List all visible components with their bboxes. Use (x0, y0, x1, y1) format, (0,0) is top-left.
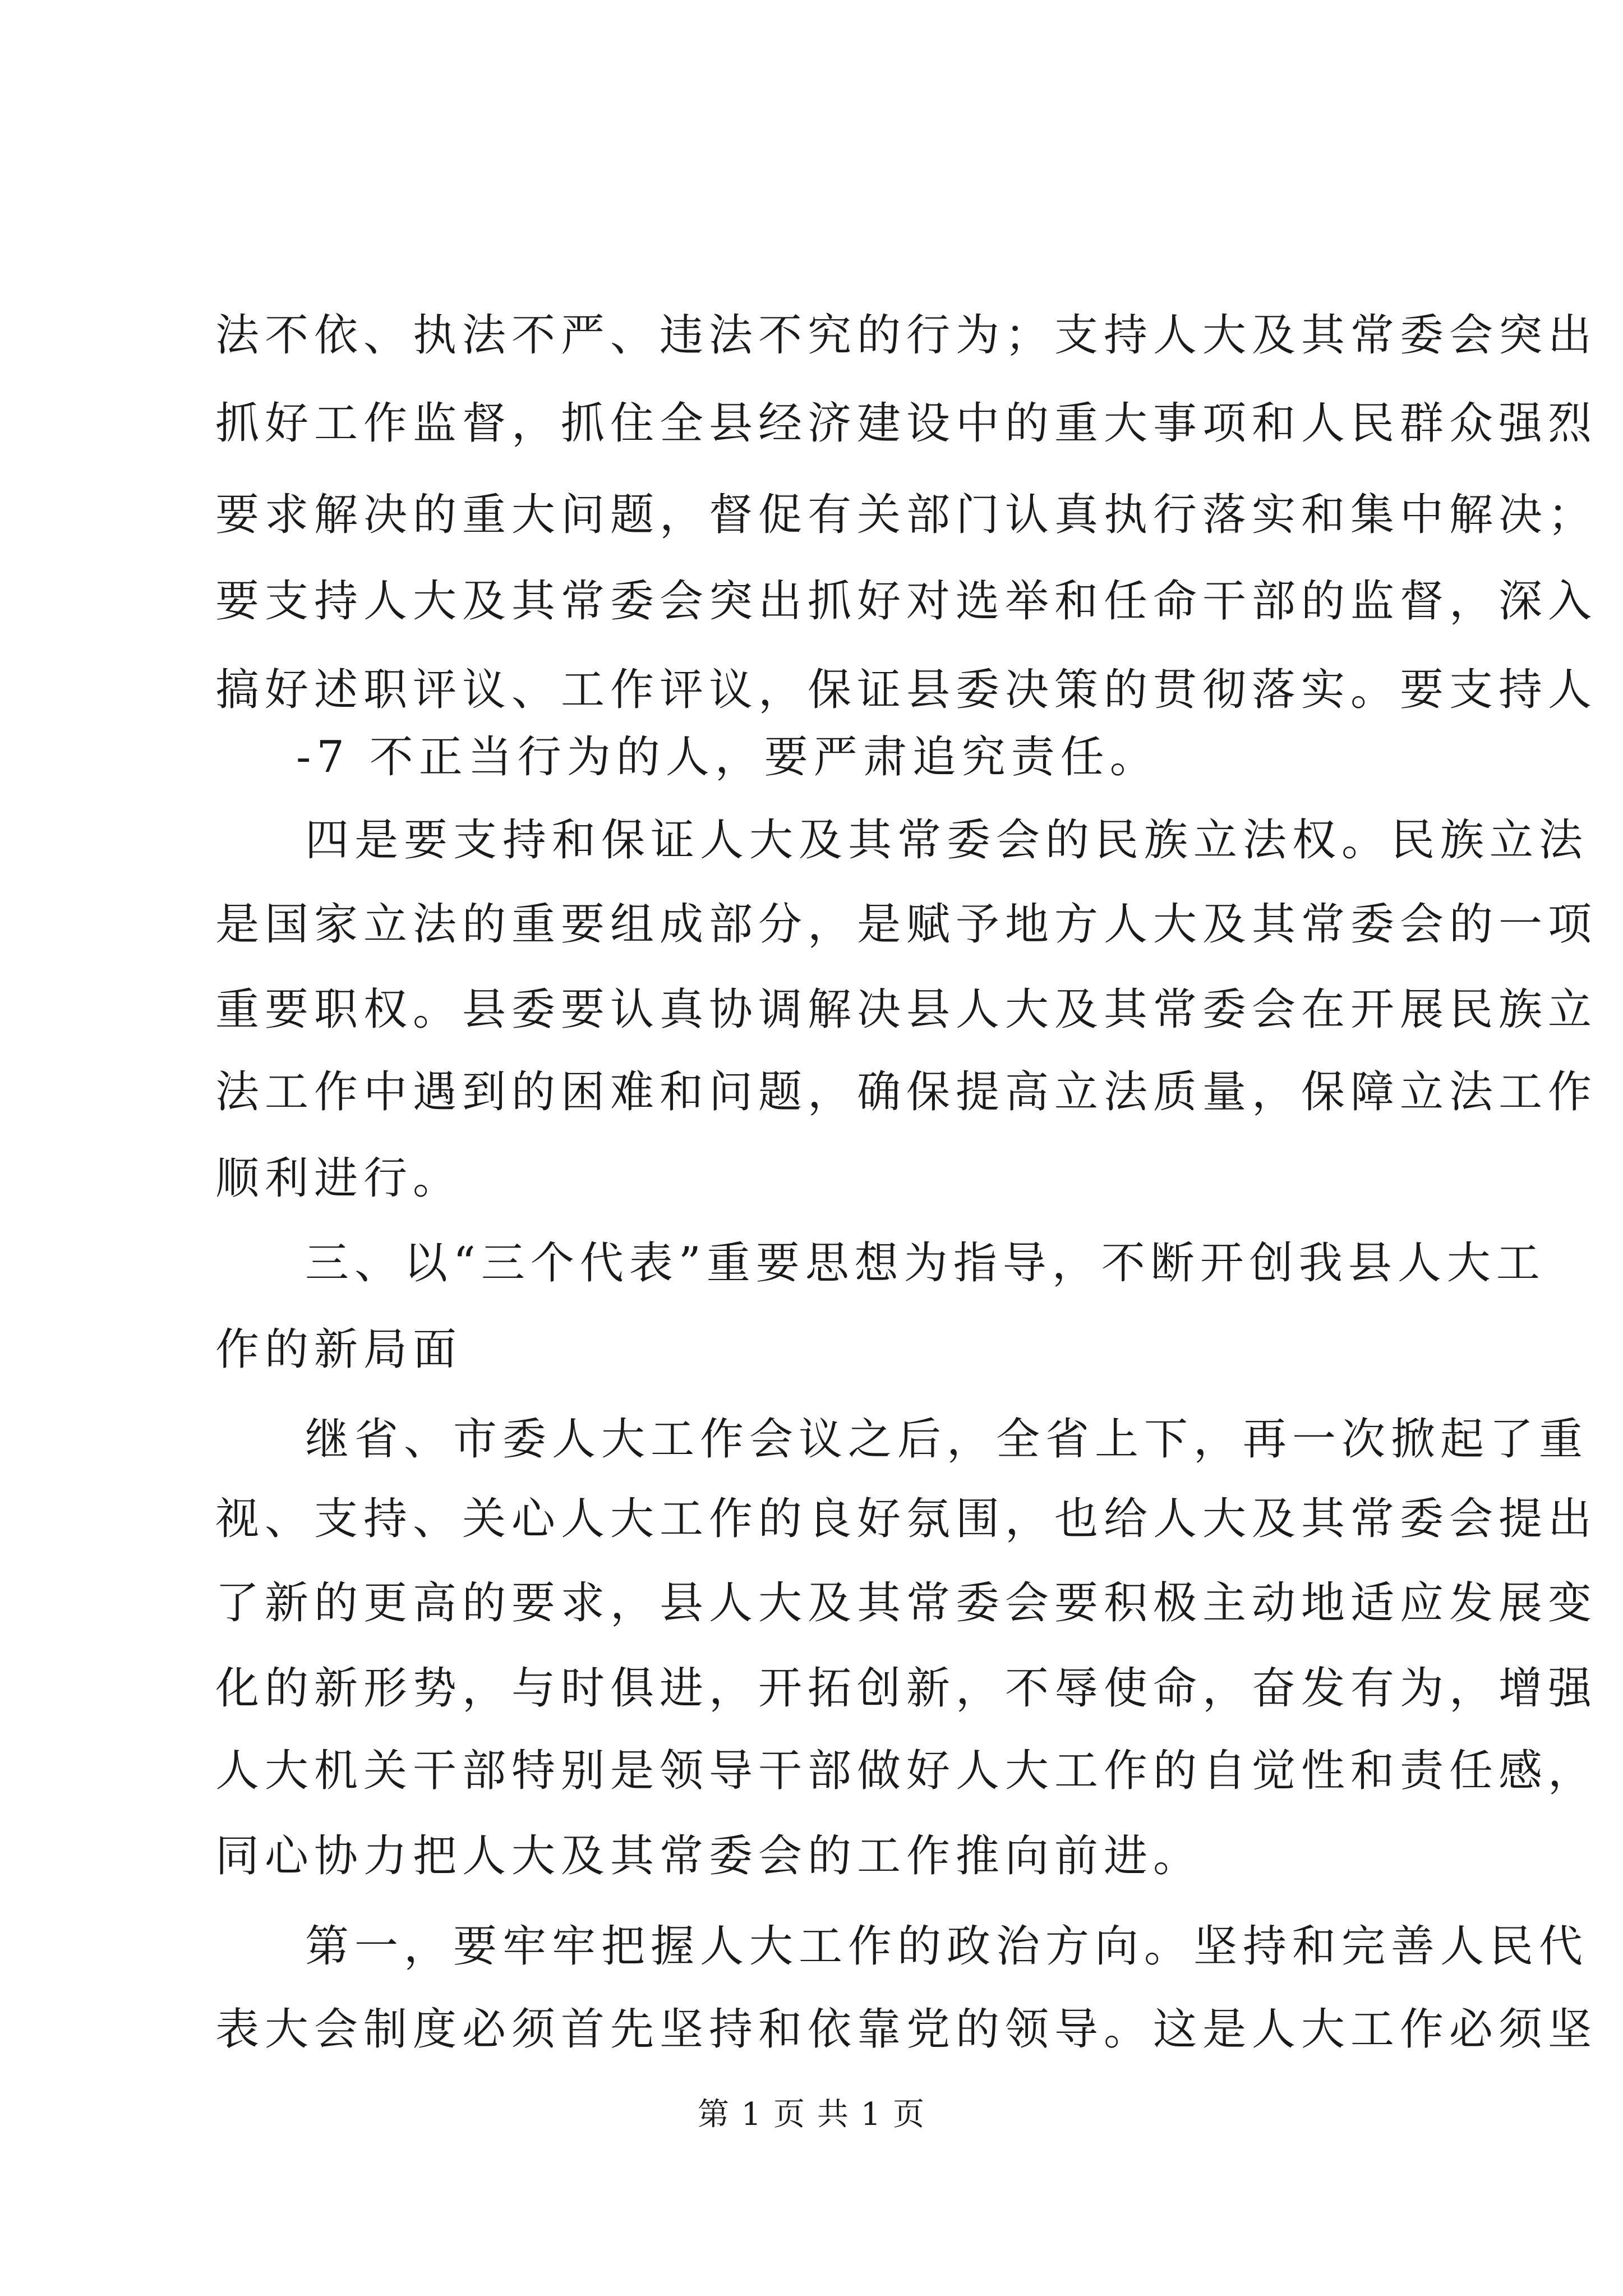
paragraph-start-line: 继省、市委人大工作会议之后，全省上下，再一次掀起了重 (305, 1414, 1589, 1465)
text-line-19: 同心协力把人大及其常委会的工作推向前进。 (215, 1831, 1203, 1881)
text-line-2: 抓好工作监督，抓住全县经济建设中的重大事项和人民群众强烈 (215, 398, 1598, 449)
text-line-9: 重要职权。县委要认真协调解决县人大及其常委会在开展民族立 (215, 984, 1598, 1035)
text-line-10: 法工作中遇到的困难和问题，确保提高立法质量，保障立法工作 (215, 1067, 1598, 1117)
text-line-8: 是国家立法的重要组成部分，是赋予地方人大及其常委会的一项 (215, 899, 1598, 950)
text-line-4: 要支持人大及其常委会突出抓好对选举和任命干部的监督，深入 (215, 576, 1598, 627)
text-line-6: -7 不正当行为的人，要严肃追究责任。 (296, 732, 1159, 783)
text-line-11: 顺利进行。 (215, 1153, 463, 1204)
paragraph-start-line: 第一，要牢牢把握人大工作的政治方向。坚持和完善人民代 (305, 1921, 1589, 1972)
section-heading-line-1: 三、以“三个代表”重要思想为指导，不断开创我县人大工 (305, 1238, 1546, 1289)
section-heading-line-2: 作的新局面 (215, 1324, 463, 1375)
paragraph-start-line: 四是要支持和保证人大及其常委会的民族立法权。民族立法 (305, 815, 1589, 866)
text-line-3: 要求解决的重大问题，督促有关部门认真执行落实和集中解决； (215, 490, 1598, 540)
text-line-16: 了新的更高的要求，县人大及其常委会要积极主动地适应发展变 (215, 1578, 1598, 1628)
text-line-15: 视、支持、关心人大工作的良好氛围，也给人大及其常委会提出 (215, 1494, 1598, 1544)
text-line-5: 搞好述职评议、工作评议，保证县委决策的贯彻落实。要支持人 (215, 665, 1598, 715)
text-line-18: 人大机关干部特别是领导干部做好人大工作的自觉性和责任感， (215, 1746, 1598, 1796)
text-line-21: 表大会制度必须首先坚持和依靠党的领导。这是人大工作必须坚 (215, 2004, 1598, 2055)
text-line-17: 化的新形势，与时俱进，开拓创新，不辱使命，奋发有为，增强 (215, 1663, 1598, 1714)
text-line-1: 法不依、执法不严、违法不究的行为；支持人大及其常委会突出 (215, 310, 1598, 361)
page-number-footer: 第 1 页 共 1 页 (697, 2096, 926, 2133)
